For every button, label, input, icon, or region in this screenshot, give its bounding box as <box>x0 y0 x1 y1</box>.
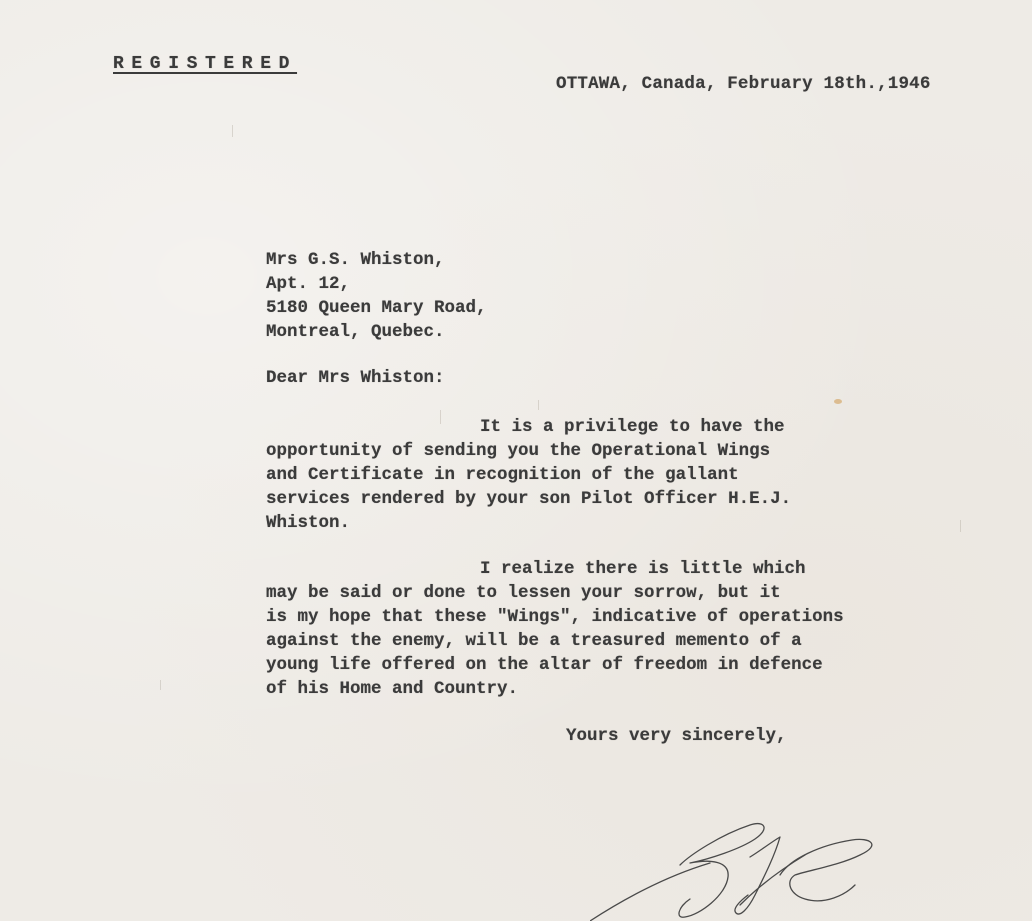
address-line: Apt. 12, <box>266 274 351 294</box>
closing-block <box>566 724 787 748</box>
body-paragraph-1 <box>266 415 791 535</box>
body-paragraph-2 <box>266 557 844 701</box>
paragraph-line: young life offered on the altar of freedom in defence <box>266 655 823 675</box>
paragraph-line: services rendered by your son Pilot Officer H.E.J. <box>266 489 792 509</box>
paragraph-line: of his Home and Country. <box>266 679 519 699</box>
salutation: Dear Mrs Whiston: <box>266 368 445 388</box>
recipient-address <box>266 248 487 344</box>
paragraph-line: Whiston. <box>266 513 351 533</box>
paragraph-line: and Certificate in recognition of the gallant <box>266 465 739 485</box>
paragraph-line: I realize there is little which <box>480 559 806 579</box>
address-line: Mrs G.S. Whiston, <box>266 250 445 270</box>
paper-fiber <box>538 400 539 410</box>
signature-icon <box>590 815 890 921</box>
paragraph-line: It is a privilege to have the <box>480 417 785 437</box>
paper-stain <box>834 399 842 404</box>
address-line: 5180 Queen Mary Road, <box>266 298 487 318</box>
paper-fiber <box>232 125 233 137</box>
dateline: OTTAWA, Canada, February 18th.,1946 <box>556 74 931 94</box>
paper-fiber <box>160 680 161 690</box>
paragraph-line: may be said or done to lessen your sorrow, but it <box>266 583 781 603</box>
paragraph-line: against the enemy, will be a treasured memento of a <box>266 631 802 651</box>
salutation-block <box>266 366 445 390</box>
paragraph-line: is my hope that these "Wings", indicative of operations <box>266 607 844 627</box>
closing: Yours very sincerely, <box>566 726 787 746</box>
paragraph-line: opportunity of sending you the Operational Wings <box>266 441 771 461</box>
address-line: Montreal, Quebec. <box>266 322 445 342</box>
paper-fiber <box>960 520 961 532</box>
registered-label: REGISTERED <box>113 54 298 74</box>
